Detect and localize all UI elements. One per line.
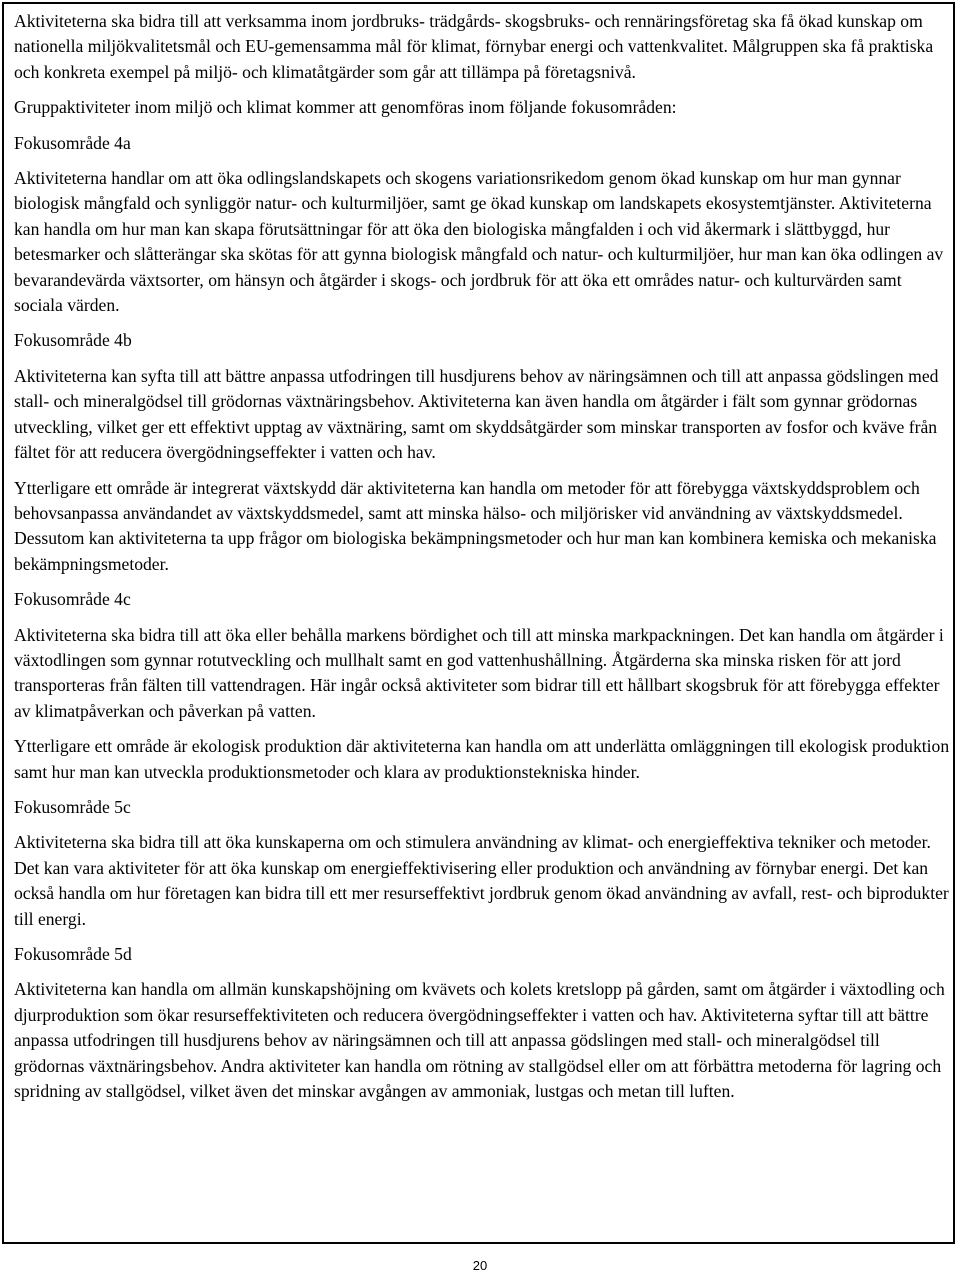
page-number: 20 xyxy=(472,1258,488,1273)
section-5c-paragraph-1: Aktiviteterna ska bidra till att öka kunskaperna om och stimulera användning av klimat- och energieffektiva tekniker och metoder. Det kan vara aktiviteter för att öka kunskap om energieffektivisering eller produktion och användning av förnybar energi. Det kan också handla om hur företagen kan bidra till ett mer resurseffektivt jordbruk genom ökad användning av avfall, rest- och biprodukter till energi. xyxy=(14,832,949,929)
section-4b-paragraph-2: Ytterligare ett område är integrerat växtskydd där aktiviteterna kan handla om metoder för att förebygga växtskyddsproblem och behovsanpassa användandet av växtskyddsmedel, samt att minska hälso- och miljörisker vid användning av växtskyddsmedel. Dessutom kan aktiviteterna ta upp frågor om biologiska bekämpningsmetoder och hur man kan kombinera kemiska och mekaniska bekämpningsmetoder. xyxy=(14,477,937,574)
section-heading-4b: Fokusområde 4b xyxy=(14,330,132,351)
intro-paragraph: Aktiviteterna ska bidra till att verksamma inom jordbruks- trädgårds- skogsbruks- och rennäringsföretag ska få ökad kunskap om nationella miljökvalitetsmål och EU-gemensamma mål för klimat, förnybar energi och vattenkvalitet. Målgruppen ska få praktiska och konkreta exempel på miljö- och klimatåtgärder som går att tillämpa på företagsnivå. xyxy=(14,11,934,82)
section-heading-5c: Fokusområde 5c xyxy=(14,796,131,817)
section-4c-paragraph-2: Ytterligare ett område är ekologisk produktion där aktiviteterna kan handla om att underlätta omläggningen till ekologisk produktion samt hur man kan utveckla produktionsmetoder och klara av produktionstekniska hinder. xyxy=(14,736,950,782)
page-frame xyxy=(2,2,955,1244)
lead-paragraph: Gruppaktiviteter inom miljö och klimat kommer att genomföras inom följande fokusområden: xyxy=(14,97,677,118)
section-heading-4a: Fokusområde 4a xyxy=(14,132,131,153)
section-heading-5d: Fokusområde 5d xyxy=(14,944,132,964)
document-body xyxy=(14,9,950,1104)
section-4c-paragraph-1: Aktiviteterna ska bidra till att öka eller behålla markens bördighet och till att minska markpackningen. Det kan handla om åtgärder i växtodlingen som gynnar rotutveckling och mullhalt samt en god vattenhushållning. Åtgärderna ska minska risken för att jord transporteras från fälten till vattendragen. Här ingår också aktiviteter som bidrar till ett hållbart skogsbruk för att förebygga effekter av klimatpåverkan och påverkan på vatten. xyxy=(14,624,944,721)
section-heading-4c: Fokusområde 4c xyxy=(14,589,131,610)
section-5d-paragraph-1: Aktiviteterna kan handla om allmän kunskapshöjning om kvävets och kolets kretslopp på gården, samt om åtgärder i växtodling och djurproduktion som ökar resurseffektiviteten och reducera övergödningseffekter i vatten och hav. Aktiviteterna syftar till att bättre anpassa utfodringen till husdjurens behov av näringsämnen och till att anpassa gödslingen med stall- och mineralgödsel till grödornas växtnäringsbehov. Andra aktiviteter kan handla om rötning av stallgödsel eller om att förbättra metoderna för lagring och spridning av stallgödsel, vilket även det minskar avgången av ammoniak, lustgas och metan till luften. xyxy=(14,979,945,1102)
section-4b-paragraph-1: Aktiviteterna kan syfta till att bättre anpassa utfodringen till husdjurens behov av näringsämnen och till att anpassa gödslingen med stall- och mineralgödsel till grödornas växtnäringsbehov. Aktiviteterna kan även handla om åtgärder i fält som gynnar grödornas utveckling, vilket ger ett effektivt upptag av växtnäring, samt om skyddsåtgärder som minskar transporten av fosfor och kväve från fältet för att reducera övergödningseffekter i vatten och hav. xyxy=(14,365,939,463)
section-4a-paragraph-1: Aktiviteterna handlar om att öka odlingslandskapets och skogens variationsrikedom genom ökad kunskap om hur man gynnar biologisk mångfald och synliggör natur- och kulturmiljöer, samt ge ökad kunskap om landskapets ekosystemtjänster. Aktiviteterna kan handla om hur man kan skapa förutsättningar för att öka den biologiska mångfalden i och vid åkermark i slättbyggd, hur betesmarker och slåtterängar ska skötas för att gynna biologisk mångfald och natur- och kulturmiljöer, hur man kan öka odlingen av bevarandevärda växtsorter, om hänsyn och åtgärder i skogs- och jordbruk för att öka ett områdes natur- och kulturvärden samt sociala värden. xyxy=(14,168,944,316)
